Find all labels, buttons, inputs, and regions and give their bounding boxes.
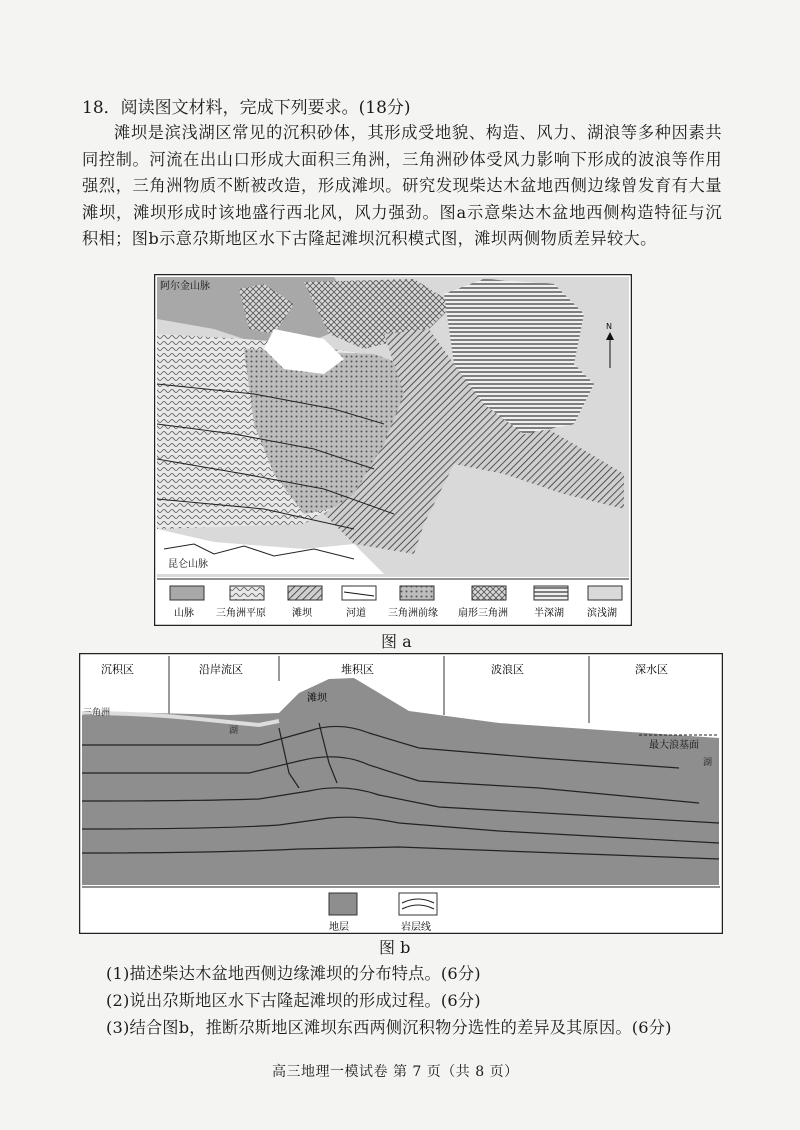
question-material: 滩坝是滨浅湖区常见的沉积砂体，其形成受地貌、构造、风力、湖浪等多种因素共同控制。河流在出山口形成大面积三角洲，三角洲砂体受风力影响下形成的波浪等作用强烈，三角洲物质不断被改造，形成滩坝。研究发现柴达木盆地西侧边缘曾发育有大量滩坝，滩坝形成时该地盛行西北风，风力强劲。图a示意柴达木盆地西侧构造特征与沉积相；图b示意尕斯地区水下古隆起滩坝沉积模式图，滩坝两侧物质差异较大。 — [82, 123, 722, 249]
legend-swatch-delta-plain — [230, 586, 264, 600]
legend-swatch-fan-delta — [472, 586, 506, 600]
legend-swatch-delta-front — [400, 586, 434, 600]
figure-a-map — [154, 274, 632, 626]
page-footer: 高三地理一模试卷 第 7 页（共 8 页） — [272, 1064, 519, 1080]
question-title: 18．阅读图文材料，完成下列要求。(18分) — [82, 98, 411, 118]
figure-b-profile — [79, 653, 723, 934]
sub-question-2: (2)说出尕斯地区水下古隆起滩坝的形成过程。(6分) — [106, 991, 481, 1010]
legend-swatch-shallow-lake — [588, 586, 622, 600]
max-wave-base-label: 最大浪基面 — [649, 740, 699, 751]
lake-right-label: 湖 — [703, 758, 713, 768]
north-label: N — [606, 322, 612, 331]
sub-question-1: (1)描述柴达木盆地西侧边缘滩坝的分布特点。(6分) — [106, 964, 481, 983]
legend-swatch-rock-layer-line — [399, 893, 437, 915]
legend-label: 河道 — [346, 608, 366, 619]
legend-label: 滨浅湖 — [587, 608, 617, 619]
legend-label: 岩层线 — [401, 922, 431, 933]
legend-label: 山脉 — [174, 608, 194, 619]
kunlun-mountains-label: 昆仑山脉 — [168, 559, 208, 570]
left-water-label: 三角洲 — [83, 708, 111, 718]
zone-label: 沉积区 — [101, 663, 134, 676]
legend-label: 滩坝 — [292, 608, 312, 619]
zone-label: 波浪区 — [491, 663, 524, 676]
beach-bar-label: 滩坝 — [307, 693, 327, 704]
legend-label: 地层 — [329, 922, 349, 933]
lake-left-label: 湖 — [229, 726, 239, 736]
legend-swatch-semi-deep-lake — [534, 586, 568, 600]
zone-label: 深水区 — [635, 663, 668, 676]
legend-label: 扇形三角洲 — [458, 608, 508, 619]
figure-a-caption: 图 a — [381, 632, 412, 651]
altun-mountains-label: 阿尔金山脉 — [160, 281, 210, 292]
legend-label: 半深湖 — [534, 608, 564, 619]
legend-swatch-beach-bar — [288, 586, 322, 600]
figure-b-caption: 图 b — [379, 938, 411, 957]
sub-question-3: (3)结合图b，推断尕斯地区滩坝东西两侧沉积物分选性的差异及其原因。(6分) — [106, 1018, 672, 1037]
zone-label: 堆积区 — [341, 663, 374, 676]
legend-label: 三角洲前缘 — [388, 608, 438, 619]
legend-label: 三角洲平原 — [216, 608, 266, 619]
legend-swatch-river-channel — [342, 586, 376, 600]
legend-swatch-stratum — [329, 893, 357, 915]
legend-swatch-mountain — [170, 586, 204, 600]
zone-label: 沿岸流区 — [199, 663, 243, 676]
